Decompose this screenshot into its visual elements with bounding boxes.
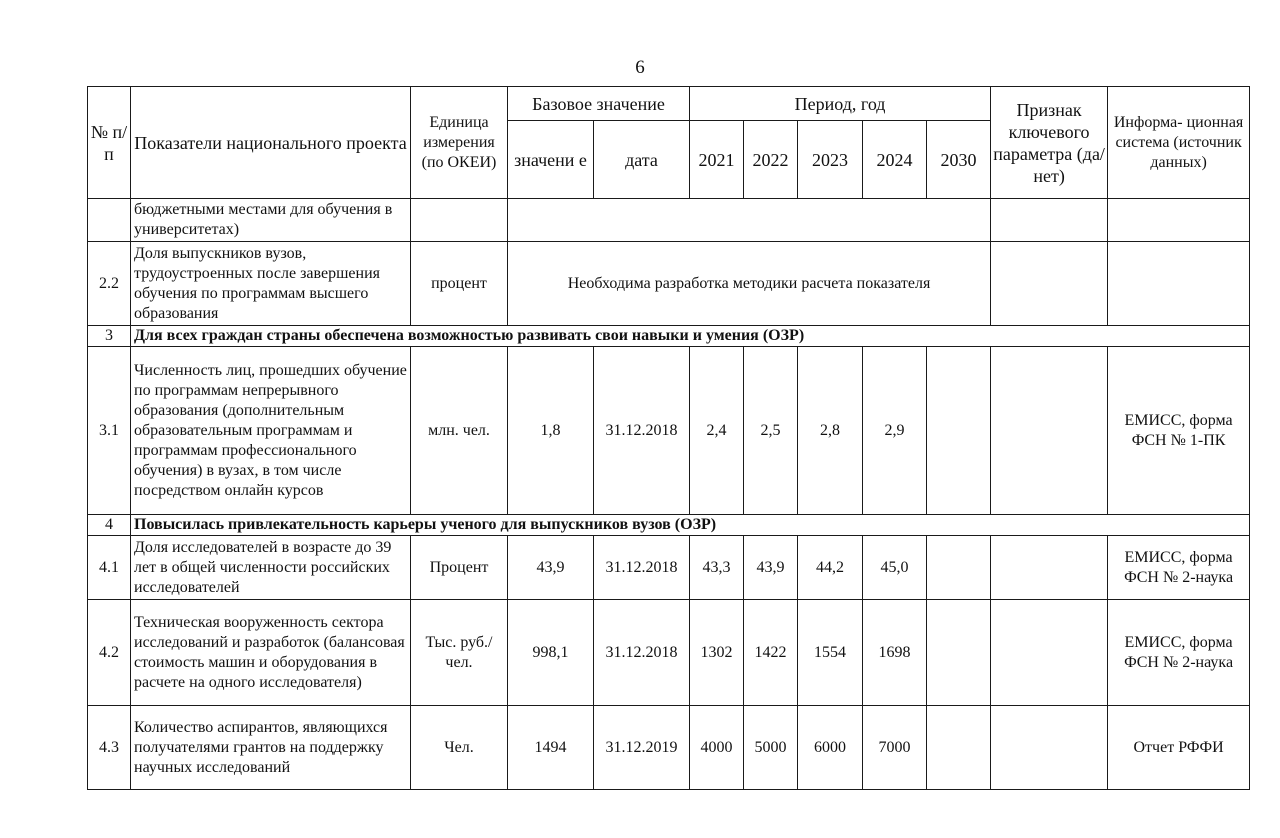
section-num: 3 [88,326,131,347]
indicator-cell: Доля выпускников вузов, трудоустроенных после завершения обучения по программам высшего образования [131,242,411,326]
value-2024: 2,9 [863,347,927,515]
header-base-value: значени е [508,121,594,199]
key-param-cell [991,536,1108,600]
indicator-cell: Количество аспирантов, являющихся получателями грантов на поддержку научных исследований [131,706,411,790]
source-cell: Отчет РФФИ [1108,706,1250,790]
value-2024: 7000 [863,706,927,790]
base-value-cell: 1494 [508,706,594,790]
header-indicator: Показатели национального проекта [131,87,411,199]
table-row [88,706,1250,790]
value-2022: 5000 [744,706,798,790]
unit-cell: Процент [411,536,508,600]
source-cell: ЕМИСС, форма ФСН № 2-наука [1108,536,1250,600]
header-year-2023: 2023 [798,121,863,199]
unit-cell: млн. чел. [411,347,508,515]
source-cell: ЕМИСС, форма ФСН № 1-ПК [1108,347,1250,515]
base-date-cell: 31.12.2019 [594,706,690,790]
key-param-cell [991,347,1108,515]
value-2030 [927,600,991,706]
value-2024: 45,0 [863,536,927,600]
value-2024: 1698 [863,600,927,706]
key-param-cell [991,706,1108,790]
value-2030 [927,536,991,600]
value-2023: 6000 [798,706,863,790]
header-key-param: Признак ключевого параметра (да/нет) [991,87,1108,199]
table-row [88,600,1250,706]
indicator-cell: бюджетными местами для обучения в университетах) [131,199,411,242]
base-date-cell: 31.12.2018 [594,600,690,706]
indicators-table [87,86,1250,790]
value-2021: 43,3 [690,536,744,600]
section-num: 4 [88,515,131,536]
table-row [88,199,1250,242]
table-row [88,536,1250,600]
table-row [88,242,1250,326]
table-row [88,347,1250,515]
header-year-2024: 2024 [863,121,927,199]
value-2030 [927,347,991,515]
row-num: 4.1 [88,536,131,600]
header-year-2021: 2021 [690,121,744,199]
value-2022: 1422 [744,600,798,706]
header-row-1 [88,87,1250,121]
value-2021: 4000 [690,706,744,790]
value-2021: 2,4 [690,347,744,515]
value-2022: 43,9 [744,536,798,600]
row-num: 4.3 [88,706,131,790]
value-2021: 1302 [690,600,744,706]
base-value-cell: 1,8 [508,347,594,515]
source-cell: ЕМИСС, форма ФСН № 2-наука [1108,600,1250,706]
base-value-cell: 998,1 [508,600,594,706]
unit-cell: Чел. [411,706,508,790]
row-num: 3.1 [88,347,131,515]
value-2022: 2,5 [744,347,798,515]
section-row [88,515,1250,536]
header-unit: Единица измерения (по ОКЕИ) [411,87,508,199]
section-row [88,326,1250,347]
indicator-cell: Доля исследователей в возрасте до 39 лет в общей численности российских исследователей [131,536,411,600]
page-number: 6 [635,57,645,78]
header-base: Базовое значение [508,87,690,121]
value-2023: 1554 [798,600,863,706]
row-num: 4.2 [88,600,131,706]
base-value-cell: 43,9 [508,536,594,600]
header-num: № п/п [88,87,131,199]
unit-cell: процент [411,242,508,326]
indicator-cell: Численность лиц, прошедших обучение по программам непрерывного образования (дополнительным образовательным программам и программам профессионального обучения) в вузах, в том числе посредством онлайн курсов [131,347,411,515]
section-title: Повысилась привлекательность карьеры ученого для выпускников вузов (ОЗР) [131,515,1250,536]
header-period: Период, год [690,87,991,121]
header-info-system: Информа- ционная система (источник данных) [1108,87,1250,199]
section-title: Для всех граждан страны обеспечена возможностью развивать свои навыки и умения (ОЗР) [131,326,1250,347]
header-year-2030: 2030 [927,121,991,199]
indicator-cell: Техническая вооруженность сектора исследований и разработок (балансовая стоимость машин и оборудования в расчете на одного исследователя) [131,600,411,706]
value-2023: 2,8 [798,347,863,515]
value-2030 [927,706,991,790]
key-param-cell [991,600,1108,706]
header-base-date: дата [594,121,690,199]
value-2023: 44,2 [798,536,863,600]
unit-cell: Тыс. руб./чел. [411,600,508,706]
base-date-cell: 31.12.2018 [594,347,690,515]
row-num: 2.2 [88,242,131,326]
methodology-note: Необходима разработка методики расчета показателя [508,242,991,326]
header-year-2022: 2022 [744,121,798,199]
base-date-cell: 31.12.2018 [594,536,690,600]
